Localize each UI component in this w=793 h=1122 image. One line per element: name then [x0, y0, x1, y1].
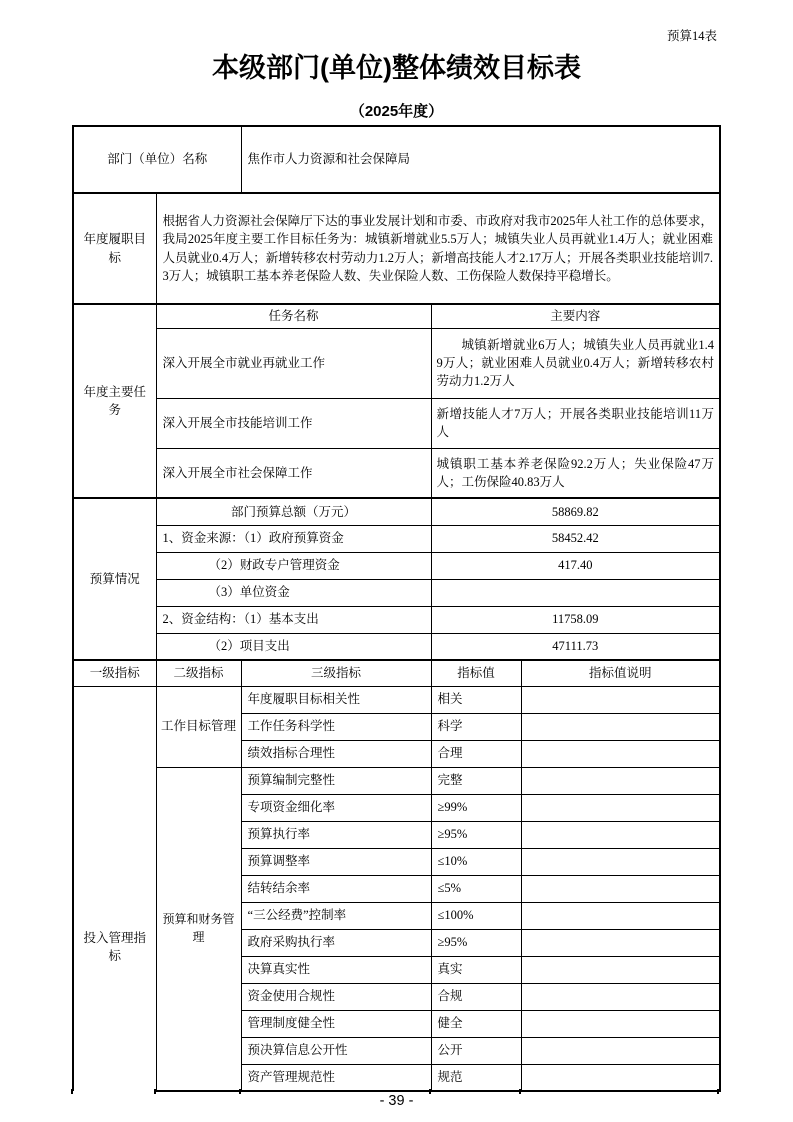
task-content-header-cell: 主要内容 — [431, 304, 720, 328]
indicator-value-cell: 真实 — [431, 956, 521, 983]
task-content-cell: 新增技能人才7万人；开展各类职业技能培训11万人 — [431, 398, 720, 448]
page-subtitle: （2025年度） — [349, 103, 444, 120]
indicator-note-cell — [521, 956, 720, 983]
performance-target-table — [72, 125, 721, 1092]
budget-item-cell: （2）财政专户管理资金 — [156, 552, 431, 579]
indicator-note-cell — [521, 1037, 720, 1064]
indicator-level2-cell: 预算和财务管理 — [156, 767, 241, 1091]
indicator-value-cell: ≤5% — [431, 875, 521, 902]
budget-value-cell: 11758.09 — [431, 606, 720, 633]
task-row — [73, 448, 720, 498]
budget-value-cell — [431, 579, 720, 606]
indicator-header-level3: 三级指标 — [241, 660, 431, 686]
indicator-note-cell — [521, 821, 720, 848]
indicator-name-cell: 政府采购执行率 — [241, 929, 431, 956]
indicator-level1-cell: 投入管理指标 — [73, 686, 156, 1091]
indicator-note-cell — [521, 929, 720, 956]
indicator-name-cell: 决算真实性 — [241, 956, 431, 983]
budget-item-cell: 部门预算总额（万元） — [156, 498, 431, 525]
indicator-value-cell: 合理 — [431, 740, 521, 767]
indicator-name-cell: 年度履职目标相关性 — [241, 686, 431, 713]
task-name-header-cell: 任务名称 — [156, 304, 431, 328]
indicator-name-cell: 预算编制完整性 — [241, 767, 431, 794]
dept-name-label-cell: 部门（单位）名称 — [73, 126, 241, 193]
indicator-level2-cell: 工作目标管理 — [156, 686, 241, 767]
indicator-note-cell — [521, 848, 720, 875]
indicator-header-value: 指标值 — [431, 660, 521, 686]
indicator-note-cell — [521, 767, 720, 794]
indicator-value-cell: 科学 — [431, 713, 521, 740]
indicator-name-cell: 资金使用合规性 — [241, 983, 431, 1010]
indicator-note-cell — [521, 1064, 720, 1091]
indicator-header-level2: 二级指标 — [156, 660, 241, 686]
indicator-note-cell — [521, 713, 720, 740]
annual-goal-label-cell: 年度履职目标 — [73, 193, 156, 304]
indicator-name-cell: “三公经费”控制率 — [241, 902, 431, 929]
corner-form-label: 预算14表 — [666, 29, 717, 43]
indicator-value-cell: ≥95% — [431, 929, 521, 956]
indicator-note-cell — [521, 983, 720, 1010]
budget-value-cell: 417.40 — [431, 552, 720, 579]
indicator-value-cell: ≥95% — [431, 821, 521, 848]
budget-item-cell: （2）项目支出 — [156, 633, 431, 660]
indicator-note-cell — [521, 740, 720, 767]
indicator-row — [73, 767, 720, 794]
task-name-cell: 深入开展全市社会保障工作 — [156, 448, 431, 498]
indicator-name-cell: 预算执行率 — [241, 821, 431, 848]
budget-value-cell: 47111.73 — [431, 633, 720, 660]
indicator-name-cell: 管理制度健全性 — [241, 1010, 431, 1037]
indicator-name-cell: 工作任务科学性 — [241, 713, 431, 740]
indicator-value-cell: 公开 — [431, 1037, 521, 1064]
indicator-value-cell: 规范 — [431, 1064, 521, 1091]
indicator-name-cell: 资产管理规范性 — [241, 1064, 431, 1091]
budget-section-label-cell: 预算情况 — [73, 498, 156, 660]
indicator-value-cell: ≥99% — [431, 794, 521, 821]
indicator-note-cell — [521, 686, 720, 713]
task-name-cell: 深入开展全市就业再就业工作 — [156, 328, 431, 398]
indicator-header-level1: 一级指标 — [73, 660, 156, 686]
indicator-row — [73, 686, 720, 713]
dept-name-value-cell: 焦作市人力资源和社会保障局 — [241, 126, 720, 193]
indicator-value-cell: 合规 — [431, 983, 521, 1010]
indicator-value-cell: ≤10% — [431, 848, 521, 875]
budget-item-cell: 2、资金结构：（1）基本支出 — [156, 606, 431, 633]
budget-value-cell: 58869.82 — [431, 498, 720, 525]
indicator-name-cell: 预决算信息公开性 — [241, 1037, 431, 1064]
budget-value-cell: 58452.42 — [431, 525, 720, 552]
indicator-note-cell — [521, 902, 720, 929]
budget-item-cell: 1、资金来源：（1）政府预算资金 — [156, 525, 431, 552]
budget-item-cell: （3）单位资金 — [156, 579, 431, 606]
task-content-cell: 城镇新增就业6万人；城镇失业人员再就业1.49万人；就业困难人员就业0.4万人；新增转移农村劳动力1.2万人 — [431, 328, 720, 398]
indicator-note-cell — [521, 794, 720, 821]
indicator-name-cell: 绩效指标合理性 — [241, 740, 431, 767]
indicator-value-cell: 健全 — [431, 1010, 521, 1037]
indicator-header-note: 指标值说明 — [521, 660, 720, 686]
indicator-name-cell: 预算调整率 — [241, 848, 431, 875]
task-name-cell: 深入开展全市技能培训工作 — [156, 398, 431, 448]
indicator-note-cell — [521, 1010, 720, 1037]
indicator-value-cell: ≤100% — [431, 902, 521, 929]
page-title: 本级部门(单位)整体绩效目标表 — [212, 53, 581, 83]
tasks-section-label-cell: 年度主要任务 — [73, 304, 156, 498]
task-content-cell: 城镇职工基本养老保险92.2万人；失业保险47万人；工伤保险40.83万人 — [431, 448, 720, 498]
page-number: - 39 - — [379, 1093, 414, 1109]
indicator-name-cell: 专项资金细化率 — [241, 794, 431, 821]
indicator-value-cell: 相关 — [431, 686, 521, 713]
indicator-value-cell: 完整 — [431, 767, 521, 794]
task-row — [73, 328, 720, 398]
indicator-name-cell: 结转结余率 — [241, 875, 431, 902]
task-row — [73, 398, 720, 448]
indicator-note-cell — [521, 875, 720, 902]
annual-goal-text: 根据省人力资源社会保障厅下达的事业发展计划和市委、市政府对我市2025年人社工作的总体要求，我局2025年度主要工作目标任务为：城镇新增就业5.5万人；城镇失业人员再就业1.4万人；就业困难人员就业0.4万人；新增转移农村劳动力1.2万人；新增高技能人才2.17万人；开展各类职业技能培训7.3万人；城镇职工基本养老保险人数、失业保险人数、工伤保险人数保持平稳增长。 — [156, 193, 720, 304]
